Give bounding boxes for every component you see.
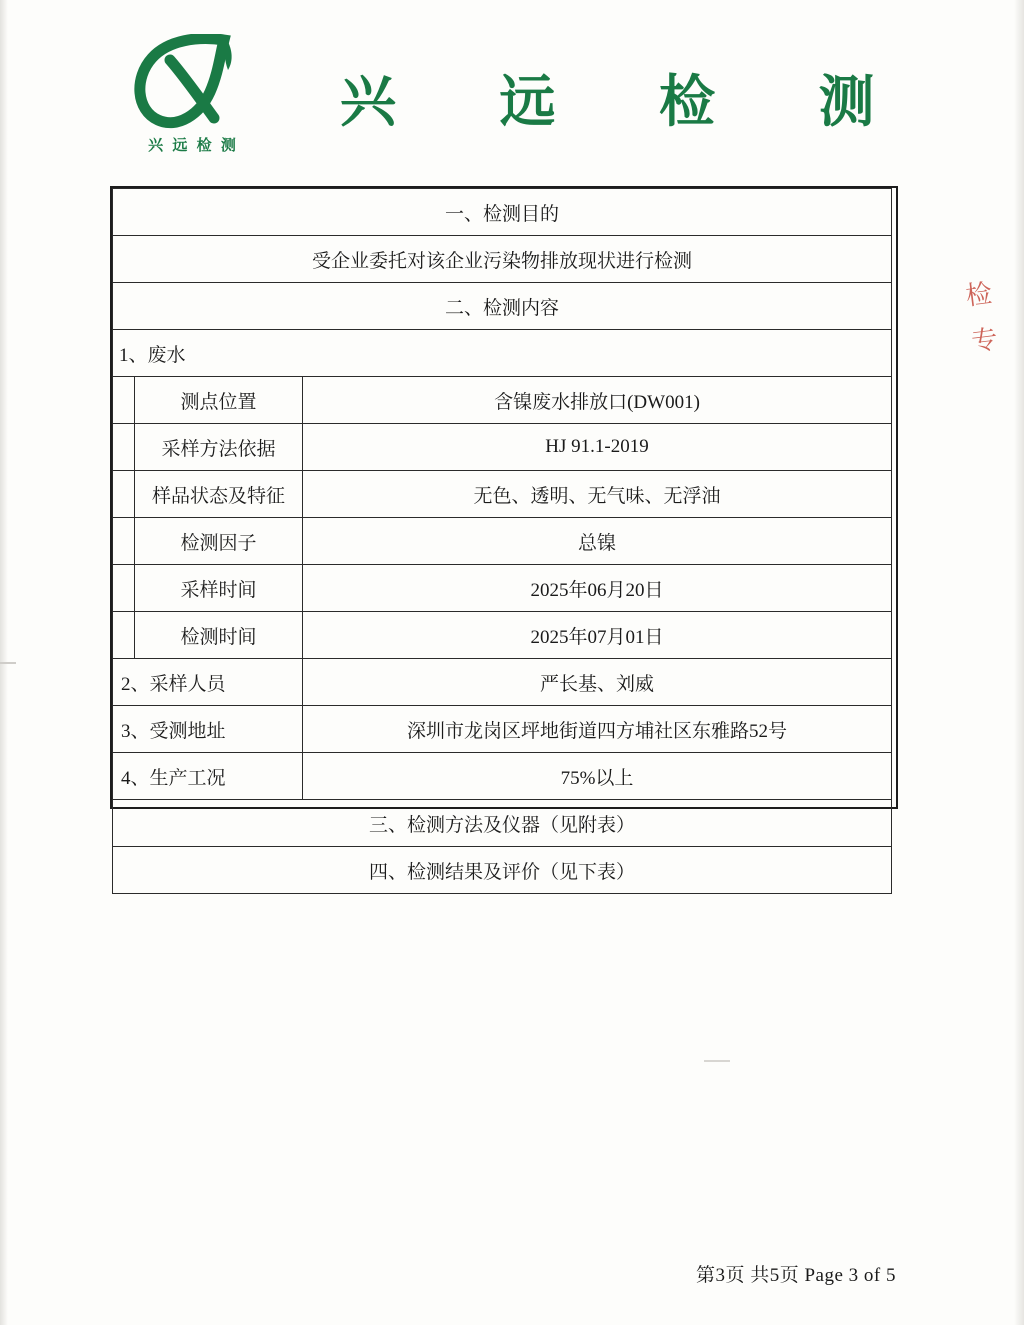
row-label-cedianweizhi: 测点位置: [135, 377, 303, 424]
table-row: [113, 471, 892, 518]
row-value-caiyangfangfa: HJ 91.1-2019: [303, 424, 892, 471]
page-number-cn: 第3页 共5页: [695, 1265, 800, 1286]
table-row: [113, 612, 892, 659]
section-2-title: 二、检测内容: [113, 283, 892, 330]
row-label-jianceshijian: 检测时间: [135, 612, 303, 659]
alpha-leaf-logo-icon: [128, 34, 246, 129]
table-row: [113, 189, 892, 236]
scan-artifact: [0, 662, 16, 664]
document-header: [0, 0, 1024, 175]
row-label-shoucedizhi: 3、受测地址: [113, 706, 303, 753]
row-indent-spacer: [113, 518, 135, 565]
purpose-text: 受企业委托对该企业污染物排放现状进行检测: [113, 236, 892, 283]
table-row: [113, 565, 892, 612]
row-value-jianceyinzi: 总镍: [303, 518, 892, 565]
table-row: [113, 283, 892, 330]
table-row: [113, 800, 892, 847]
table-row: [113, 424, 892, 471]
table-row: [113, 518, 892, 565]
table-row: [113, 753, 892, 800]
row-value-caiyangrenyuan: 严长基、刘威: [303, 659, 892, 706]
table-row: [113, 706, 892, 753]
row-value-cedianweizhi: 含镍废水排放口(DW001): [303, 377, 892, 424]
row-label-caiyangrenyuan: 2、采样人员: [113, 659, 303, 706]
page-number-en: Page 3 of 5: [804, 1265, 896, 1286]
row-label-caiyangfangfa: 采样方法依据: [135, 424, 303, 471]
table-row: [113, 847, 892, 894]
table-row: [113, 659, 892, 706]
row-value-caiyangshijian: 2025年06月20日: [303, 565, 892, 612]
inspection-content-table: [112, 188, 892, 894]
red-stamp-mark: 检 专: [964, 278, 1000, 358]
row-label-yangpinzhuangtai: 样品状态及特征: [135, 471, 303, 518]
row-label-shengchangongkuang: 4、生产工况: [113, 753, 303, 800]
row-indent-spacer: [113, 612, 135, 659]
row-value-shoucedizhi: 深圳市龙岗区坪地街道四方埔社区东雅路52号: [303, 706, 892, 753]
section-4-title: 四、检测结果及评价（见下表）: [113, 847, 892, 894]
company-logo: [128, 34, 253, 164]
row-indent-spacer: [113, 565, 135, 612]
company-title: 兴 远 检 测: [340, 70, 917, 135]
row-label-caiyangshijian: 采样时间: [135, 565, 303, 612]
table-row: [113, 236, 892, 283]
row-indent-spacer: [113, 424, 135, 471]
section-1-title: 一、检测目的: [113, 189, 892, 236]
page-footer: [696, 1260, 896, 1287]
row-value-yangpinzhuangtai: 无色、透明、无气味、无浮油: [303, 471, 892, 518]
scan-artifact: [704, 1060, 730, 1062]
row-indent-spacer: [113, 377, 135, 424]
row-value-jianceshijian: 2025年07月01日: [303, 612, 892, 659]
table-row: [113, 377, 892, 424]
row-indent-spacer: [113, 471, 135, 518]
table-row: [113, 330, 892, 377]
section-3-title: 三、检测方法及仪器（见附表）: [113, 800, 892, 847]
logo-subtitle: 兴 远 检 测: [148, 136, 238, 154]
row-label-jianceyinzi: 检测因子: [135, 518, 303, 565]
item-1-label: 1、废水: [113, 330, 892, 377]
row-value-shengchangongkuang: 75%以上: [303, 753, 892, 800]
